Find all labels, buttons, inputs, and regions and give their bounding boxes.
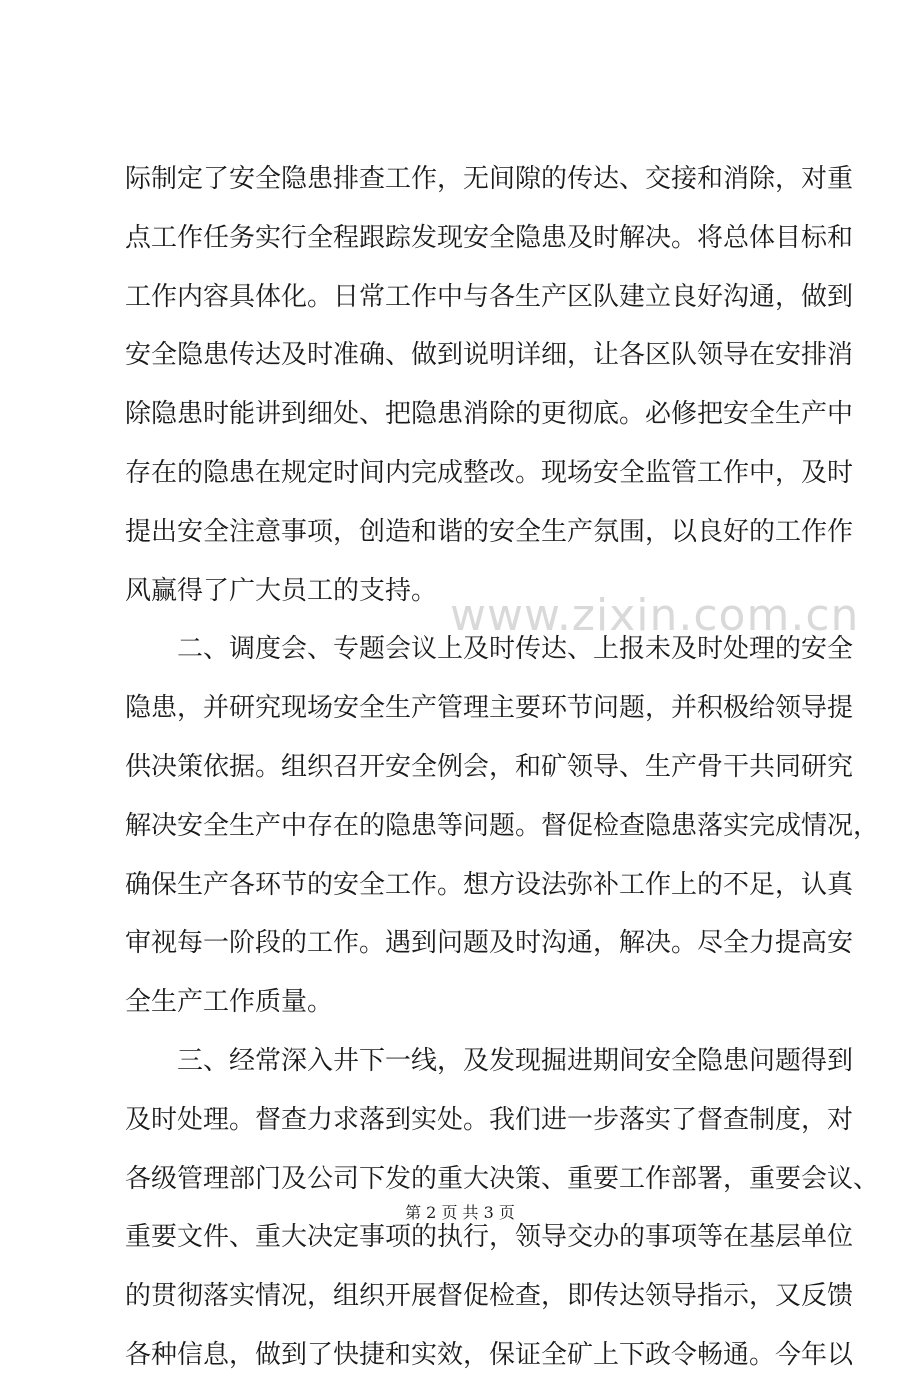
text-line: 隐患，并研究现场安全生产管理主要环节问题，并积极给领导提 — [125, 693, 854, 724]
text-line: 存在的隐患在规定时间内完成整改。现场安全监管工作中，及时 — [125, 457, 854, 488]
paragraph-1 — [125, 150, 854, 620]
text-line: 工作内容具体化。日常工作中与各生产区队建立良好沟通，做到 — [125, 281, 854, 312]
text-line: 各种信息，做到了快捷和实效，保证全矿上下政令畅通。今年以 — [125, 1339, 854, 1370]
text-line: 的贯彻落实情况，组织开展督促检查，即传达领导指示，又反馈 — [125, 1281, 854, 1312]
text-line: 各级管理部门及公司下发的重大决策、重要工作部署，重要会议、 — [125, 1163, 880, 1194]
text-line: 二、调度会、专题会议上及时传达、上报未及时处理的安全 — [177, 634, 854, 665]
text-line: 三、经常深入井下一线，及发现掘进期间安全隐患问题得到 — [177, 1045, 854, 1076]
text-line: 确保生产各环节的安全工作。想方设法弥补工作上的不足，认真 — [125, 869, 854, 900]
text-line: 及时处理。督查力求落到实处。我们进一步落实了督查制度，对 — [125, 1104, 854, 1135]
paragraph-2 — [125, 620, 880, 1032]
text-line: 供决策依据。组织召开安全例会，和矿领导、生产骨干共同研究 — [125, 751, 854, 782]
text-line: 安全隐患传达及时准确、做到说明详细，让各区队领导在安排消 — [125, 340, 854, 371]
watermark-text: www.zixin.com.cn — [450, 590, 860, 641]
text-line: 审视每一阶段的工作。遇到问题及时沟通，解决。尽全力提高安 — [125, 928, 854, 959]
text-line: 全生产工作质量。 — [125, 987, 334, 1018]
text-line: 除隐患时能讲到细处、把隐患消除的更彻底。必修把安全生产中 — [125, 399, 854, 430]
text-line: 风赢得了广大员工的支持。 — [125, 575, 438, 606]
text-line: 解决安全生产中存在的隐患等问题。督促检查隐患落实完成情况， — [125, 810, 880, 841]
text-line: 提出安全注意事项，创造和谐的安全生产氛围，以良好的工作作 — [125, 516, 854, 547]
text-line: 际制定了安全隐患排查工作，无间隙的传达、交接和消除，对重 — [125, 164, 854, 194]
text-line: 点工作任务实行全程跟踪发现安全隐患及时解决。将总体目标和 — [125, 222, 854, 253]
text-line: 重要文件、重大决定事项的执行，领导交办的事项等在基层单位 — [125, 1222, 854, 1253]
page-footer: 第 2 页 共 3 页 — [405, 1203, 515, 1222]
